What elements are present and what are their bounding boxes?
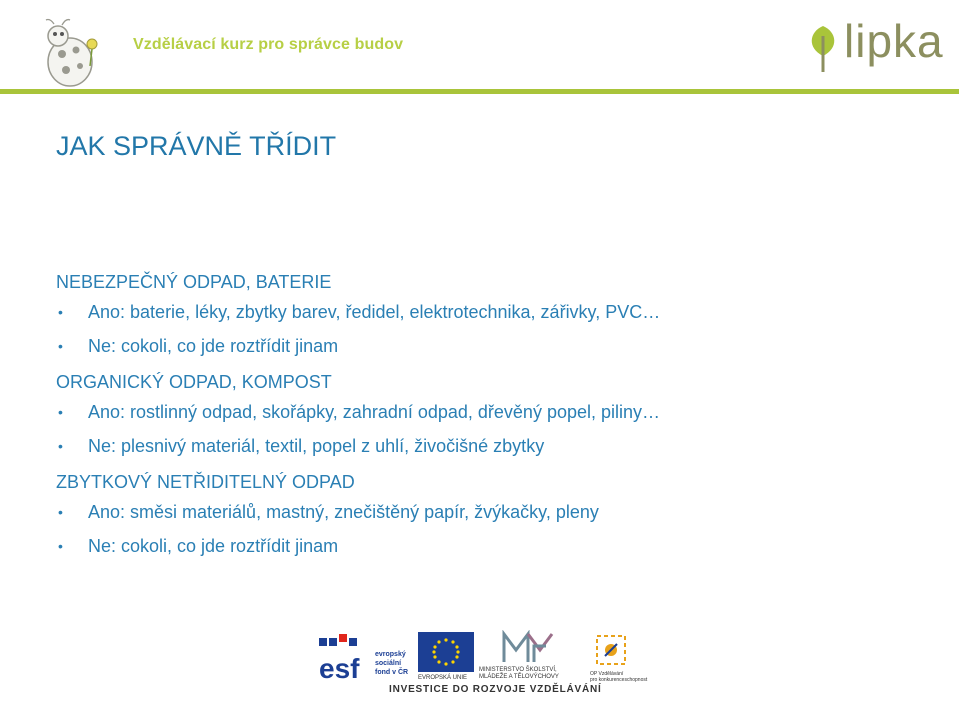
- list-item-text: Ne: plesnivý materiál, textil, popel z uhlí, živočišné zbytky: [88, 436, 545, 456]
- bullet-icon: •: [58, 504, 63, 520]
- eu-label: EVROPSKÁ UNIE: [418, 675, 468, 681]
- section-heading: ORGANICKÝ ODPAD, KOMPOST: [56, 372, 332, 392]
- section-heading: NEBEZPEČNÝ ODPAD, BATERIE: [56, 272, 332, 292]
- footer-tagline: INVESTICE DO ROZVOJE VZDĚLÁVÁNÍ: [389, 684, 602, 695]
- list-item: [56, 500, 936, 524]
- course-title: Vzdělávací kurz pro správce budov: [133, 36, 404, 53]
- header-divider: [0, 89, 959, 94]
- list-item: [56, 434, 936, 458]
- section-hazardous-waste: [56, 270, 936, 358]
- list-item: [56, 400, 936, 424]
- lipka-leaf-icon: [803, 22, 843, 74]
- list-item: [56, 334, 936, 358]
- list-item-text: Ne: cokoli, co jde roztřídit jinam: [88, 536, 339, 556]
- esf-logo-icon: [317, 632, 375, 684]
- op-label: OP Vzdělávání pro konkurenceschopnost: [590, 671, 648, 683]
- list-item-text: Ano: baterie, léky, zbytky barev, ředidel, elektrotechnika, zářivky, PVC…: [88, 302, 661, 322]
- section-heading: ZBYTKOVÝ NETŘIDITELNÝ ODPAD: [56, 472, 355, 492]
- slide-content: [56, 270, 936, 570]
- svg-text:esf: esf: [319, 653, 360, 684]
- bullet-icon: •: [58, 404, 63, 420]
- bullet-icon: •: [58, 338, 63, 354]
- slide-header: [0, 0, 959, 95]
- msmt-logo-icon: [500, 630, 556, 666]
- list-item: [56, 534, 936, 558]
- list-item-text: Ano: směsi materiálů, mastný, znečištěný papír, žvýkačky, pleny: [88, 502, 599, 522]
- list-item-text: Ano: rostlinný odpad, skořápky, zahradní odpad, dřevěný popel, piliny…: [88, 402, 661, 422]
- esf-label: evropský sociální fond v ČR: [375, 651, 409, 676]
- ladybug-mascot-icon: [40, 18, 108, 90]
- list-item: [56, 300, 936, 324]
- lipka-logo-text: lipka: [844, 15, 944, 67]
- bullet-icon: •: [58, 538, 63, 554]
- slide-title: JAK SPRÁVNĚ TŘÍDIT: [56, 131, 337, 161]
- list-item-text: Ne: cokoli, co jde roztřídit jinam: [88, 336, 339, 356]
- section-organic-waste: [56, 370, 936, 458]
- section-residual-waste: [56, 470, 936, 558]
- msmt-label: MINISTERSTVO ŠKOLSTVÍ, MLÁDEŽE A TĚLOVÝCHOVY: [479, 667, 559, 680]
- op-education-logo-icon: [591, 630, 631, 670]
- bullet-icon: •: [58, 304, 63, 320]
- eu-flag-icon: [418, 632, 474, 672]
- bullet-icon: •: [58, 438, 63, 454]
